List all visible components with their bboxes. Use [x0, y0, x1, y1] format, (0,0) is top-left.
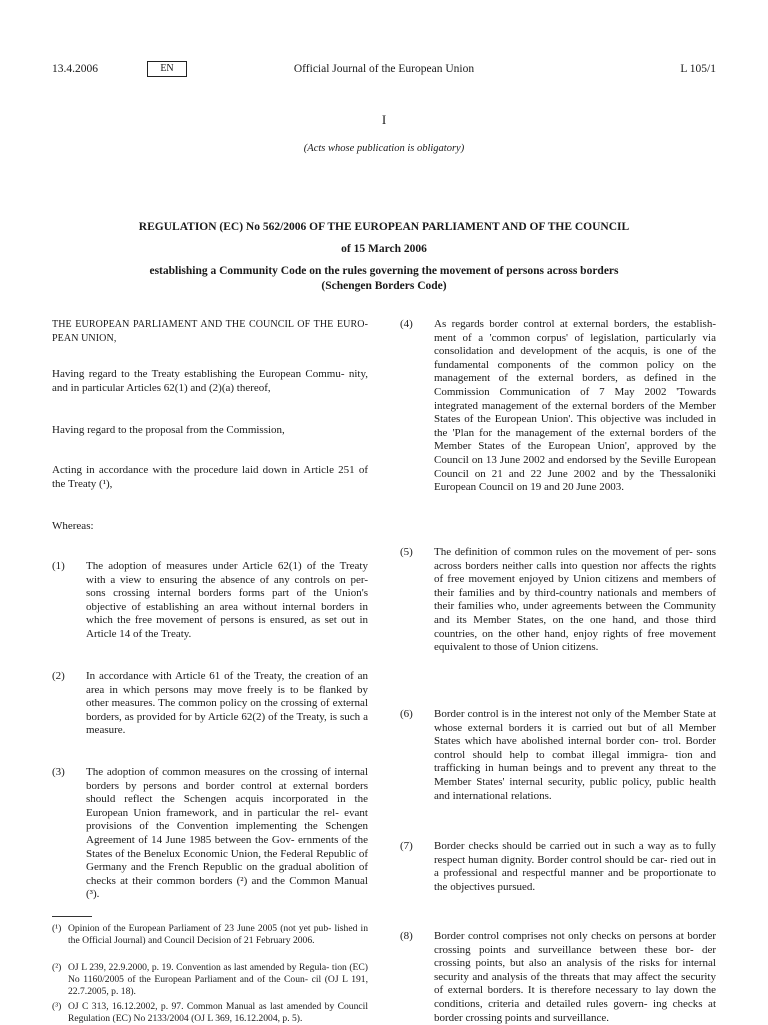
part-number: I — [381, 112, 387, 127]
footnote-text: Opinion of the European Parliament of 23 June 2005 (not yet pub- lished in the Official Journal) and Council Decision of 21 February 2006. — [68, 923, 368, 946]
footnote-text: OJ L 239, 22.9.2000, p. 19. Convention as last amended by Regula- tion (EC) No 1160/2005 of the European Parliament and of the Coun- cil (OJ L 191, 22.7.2005, p. 18). — [68, 962, 368, 997]
recital-number: (7) — [400, 840, 413, 852]
recital — [52, 670, 368, 738]
regulation-subject: establishing a Community Code on the rules governing the movement of persons across borders — [149, 265, 619, 277]
regulation-short-title: (Schengen Borders Code) — [321, 280, 447, 292]
footnote-number: (²) — [52, 962, 62, 973]
preamble-parties: THE EUROPEAN PARLIAMENT AND THE COUNCIL OF THE EURO- PEAN UNION, — [52, 319, 368, 344]
footnote-number: (¹) — [52, 923, 62, 934]
recital-number: (5) — [400, 546, 413, 558]
recital — [400, 318, 716, 495]
recital — [400, 930, 716, 1025]
obligatory-note: (Acts whose publication is obligatory) — [303, 143, 465, 154]
recital-number: (3) — [52, 766, 65, 778]
footnote-divider — [52, 916, 92, 917]
language-badge: EN — [147, 61, 187, 77]
recital — [400, 840, 716, 894]
page-header — [52, 63, 716, 79]
footnote — [52, 962, 368, 998]
recital-text: The adoption of measures under Article 62(1) of the Treaty with a view to ensuring the absence of any controls on per- sons crossing internal borders forms part of the Union's objective of establishing an area without internal borders in which the free movement of persons is ensured, as set out in Article 14 of the Treaty. — [86, 560, 368, 640]
recital — [400, 708, 716, 803]
recital-number: (1) — [52, 560, 65, 572]
footnote — [52, 1001, 368, 1025]
recital-text: The adoption of common measures on the crossing of internal borders by persons and border control at external borders should reflect the Schengen acquis incorporated in the European Union framework, and in particular the rel- evant provisions of the Convention implementing the Schengen Agreement of 14 June 1985 between the Gov- ernments of the States of the Benelux Economic Union, the Federal Republic of Germany and the French Republic on the gradual abolition of checks at their common borders (²) and the Common Manual (³). — [86, 766, 368, 901]
recital-number: (4) — [400, 318, 413, 330]
recital — [400, 546, 716, 655]
preamble-treaty: Having regard to the Treaty establishing the European Commu- nity, and in particular Articles 62(1) and (2)(a) thereof, — [52, 368, 368, 394]
recital-text: Border control is in the interest not only of the Member State at whose external borders it is carried out but of all Member States which have abolished internal border con- trol. Border control should help to combat illegal immigra- tion and trafficking in human beings and to prevent any threat to the Member States' internal security, public policy, public health and international relations. — [434, 708, 716, 802]
regulation-title: REGULATION (EC) No 562/2006 OF THE EUROPEAN PARLIAMENT AND OF THE COUNCIL — [138, 221, 630, 233]
recital-number: (6) — [400, 708, 413, 720]
preamble-proposal: Having regard to the proposal from the Commission, — [52, 424, 285, 436]
footnote-text: OJ C 313, 16.12.2002, p. 97. Common Manual as last amended by Council Regulation (EC) No 2133/2004 (OJ L 369, 16.12.2004, p. 5). — [68, 1001, 368, 1024]
recital-text: As regards border control at external borders, the establish- ment of a 'common corpus' of legislation, particularly via consolidation and development of the acquis, is one of the fundamental components of the common policy on the management of the external borders, as defined in the Commission Communication of 7 May 2002 'Towards integrated management of the external borders of the Member States of the European Union'. This objective was included in the 'Plan for the management of the external borders of the Member States of the European Union', approved by the Council on 13 June 2002 and endorsed by the Seville European Council on 21 and 22 June 2002 and by the Thessaloniki European Council on 19 and 20 June 2003. — [434, 318, 716, 494]
recital-text: Border checks should be carried out in such a way as to fully respect human dignity. Border control should be car- ried out in a professional and respectful manner and be proportionate to the objectives pursued. — [434, 840, 716, 893]
footnote-number: (³) — [52, 1001, 62, 1012]
recital-number: (8) — [400, 930, 413, 942]
footnote — [52, 923, 368, 947]
recital-text: In accordance with Article 61 of the Treaty, the creation of an area in which persons may move freely is to be flanked by other measures. The common policy on the crossing of external borders, as provided for by Article 62(2) of the Treaty, is such a measure. — [86, 670, 368, 737]
journal-name: Official Journal of the European Union — [293, 63, 475, 75]
regulation-date: of 15 March 2006 — [341, 243, 427, 255]
recital-number: (2) — [52, 670, 65, 682]
recital-text: The definition of common rules on the movement of per- sons across borders neither calls into question nor affects the rights of free movement enjoyed by Union citizens and members of their families and by third-country nationals and members of their families who, under agreements between the Community and its Member States, on the one hand, and those third countries, on the other hand, enjoy rights of free movement equivalent to those of Union citizens. — [434, 546, 716, 654]
recital — [52, 766, 368, 902]
page-reference: L 105/1 — [680, 63, 716, 75]
preamble-procedure: Acting in accordance with the procedure laid down in Article 251 of the Treaty (¹), — [52, 464, 368, 490]
recital-text: Border control comprises not only checks on persons at border crossing points and surveillance between these bor- der crossing points, but also an analysis of the risks for internal security and analysis of the threats that may affect the security of external borders. It is therefore necessary to lay down the conditions, criteria and detailed rules govern- ing checks at border crossing points and surveillance. — [434, 930, 716, 1024]
recital — [52, 560, 368, 642]
preamble-whereas: Whereas: — [52, 520, 94, 532]
publication-date: 13.4.2006 — [52, 63, 98, 75]
